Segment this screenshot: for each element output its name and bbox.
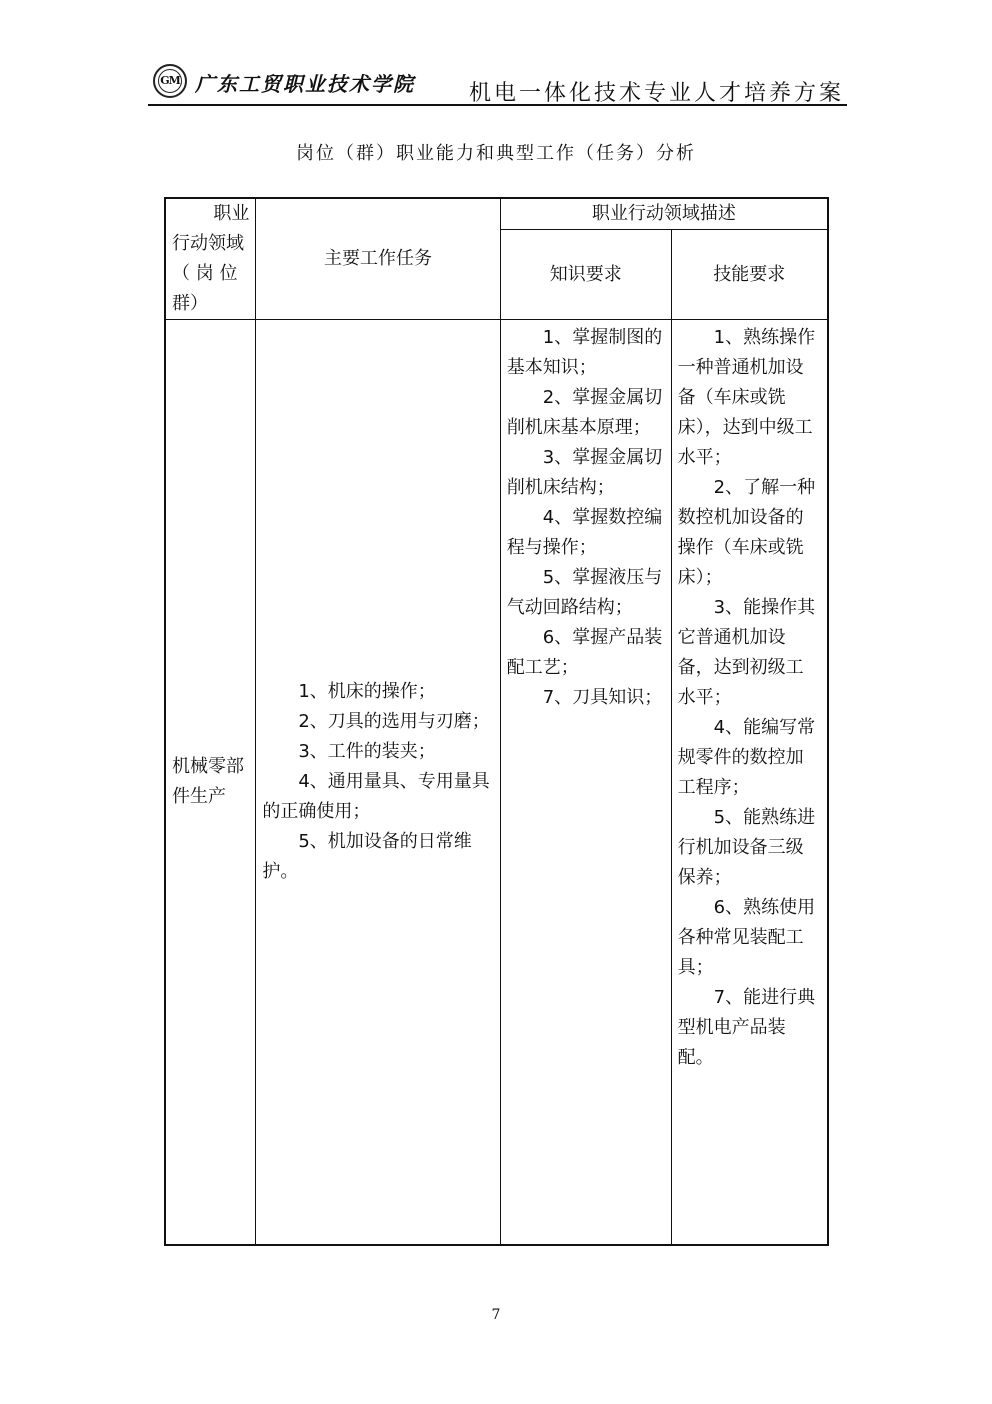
field-cell: 机械零部件生产 xyxy=(165,320,256,1246)
list-item: 3、能操作其它普通机加设备，达到初级工水平； xyxy=(677,597,816,708)
field-header: 职业 行动领域 （ 岗 位 群） xyxy=(165,198,256,320)
skill-header: 技能要求 xyxy=(671,230,828,320)
page-header xyxy=(0,0,992,112)
list-item: 2、掌握金属切削机床基本原理； xyxy=(506,387,663,438)
list-item: 7、刀具知识； xyxy=(542,687,663,708)
list-item: 2、刀具的选用与刃磨； xyxy=(298,711,490,732)
analysis-table xyxy=(164,197,829,1246)
list-item: 6、掌握产品装配工艺； xyxy=(506,627,663,678)
document-title: 机电一体化技术专业人才培养方案 xyxy=(468,81,844,106)
table-row xyxy=(165,320,828,1246)
knowledge-cell xyxy=(500,320,671,1246)
task-header: 主要工作任务 xyxy=(256,198,500,320)
list-item: 6、熟练使用各种常见装配工具； xyxy=(677,897,816,978)
skills-cell xyxy=(671,320,828,1246)
list-item: 7、能进行典型机电产品装配。 xyxy=(677,987,816,1068)
page-number: 7 xyxy=(491,1307,501,1323)
tasks-cell xyxy=(256,320,500,1246)
list-item: 2、了解一种数控机加设备的操作（车床或铣床）； xyxy=(677,477,816,588)
header-divider xyxy=(148,104,847,106)
list-item: 5、掌握液压与气动回路结构； xyxy=(506,567,663,618)
list-item: 4、能编写常规零件的数控加工程序； xyxy=(677,717,816,798)
school-name: 广东工贸职业技术学院 xyxy=(195,72,415,96)
list-item: 5、能熟练进行机加设备三级保养； xyxy=(677,807,816,888)
school-logo-icon: GM xyxy=(153,64,187,98)
description-header: 职业行动领域描述 xyxy=(500,198,828,230)
list-item: 1、熟练操作一种普通机加设备（车床或铣床），达到中级工水平； xyxy=(677,327,816,468)
knowledge-header: 知识要求 xyxy=(500,230,671,320)
list-item: 3、工件的装夹； xyxy=(298,741,436,762)
list-item: 4、通用量具、专用量具的正确使用； xyxy=(262,771,490,822)
list-item: 1、机床的操作； xyxy=(298,681,436,702)
list-item: 5、机加设备的日常维护。 xyxy=(262,831,472,882)
list-item: 4、掌握数控编程与操作； xyxy=(506,507,663,558)
list-item: 1、掌握制图的基本知识； xyxy=(506,327,663,378)
section-title: 岗位（群）职业能力和典型工作（任务）分析 xyxy=(296,143,696,164)
list-item: 3、掌握金属切削机床结构； xyxy=(506,447,663,498)
